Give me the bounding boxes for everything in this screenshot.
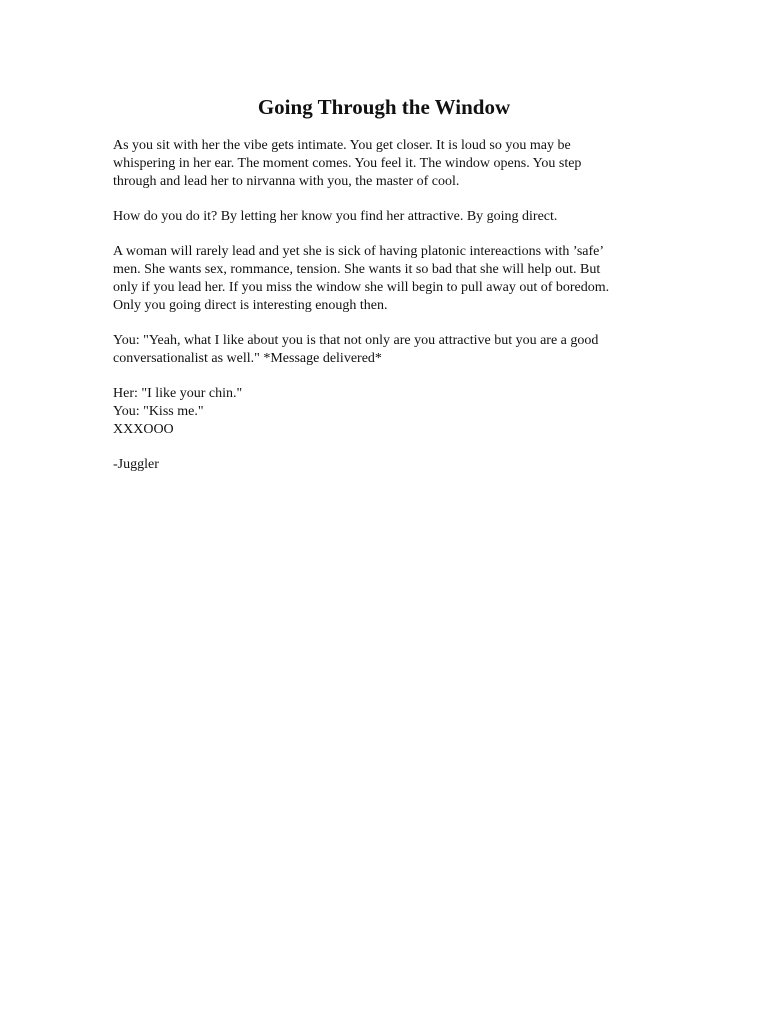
paragraph-question [113, 208, 653, 226]
text-line: Only you going direct is interesting enough then. [113, 298, 388, 313]
paragraph-signature [113, 456, 653, 474]
text-line: As you sit with her the vibe gets intimate. You get closer. It is loud so you may be [113, 138, 571, 153]
text-line: XXXOOO [113, 422, 174, 437]
paragraph-dialogue [113, 385, 653, 439]
author-signature: -Juggler [113, 457, 159, 472]
text-line: only if you lead her. If you miss the window she will begin to pull away out of boredom. [113, 280, 610, 295]
text-line: through and lead her to nirvanna with you, the master of cool. [113, 174, 460, 189]
text-line: men. She wants sex, rommance, tension. She wants it so bad that she will help out. But [113, 262, 601, 277]
text-line: You: "Kiss me." [113, 404, 204, 419]
text-line: whispering in her ear. The moment comes. You feel it. The window opens. You step [113, 156, 582, 171]
paragraph-intro [113, 137, 653, 191]
text-line: conversationalist as well." *Message delivered* [113, 351, 382, 366]
paragraph-example-line [113, 332, 653, 368]
document-body [113, 137, 653, 491]
text-line: A woman will rarely lead and yet she is sick of having platonic intereactions with ’safe’ [113, 244, 605, 259]
text-line: How do you do it? By letting her know you find her attractive. By going direct. [113, 209, 558, 224]
document-title: Going Through the Window [257, 95, 511, 119]
text-line: Her: "I like your chin." [113, 386, 243, 401]
text-line: You: "Yeah, what I like about you is that not only are you attractive but you are a good [113, 333, 599, 348]
paragraph-explanation [113, 243, 653, 315]
